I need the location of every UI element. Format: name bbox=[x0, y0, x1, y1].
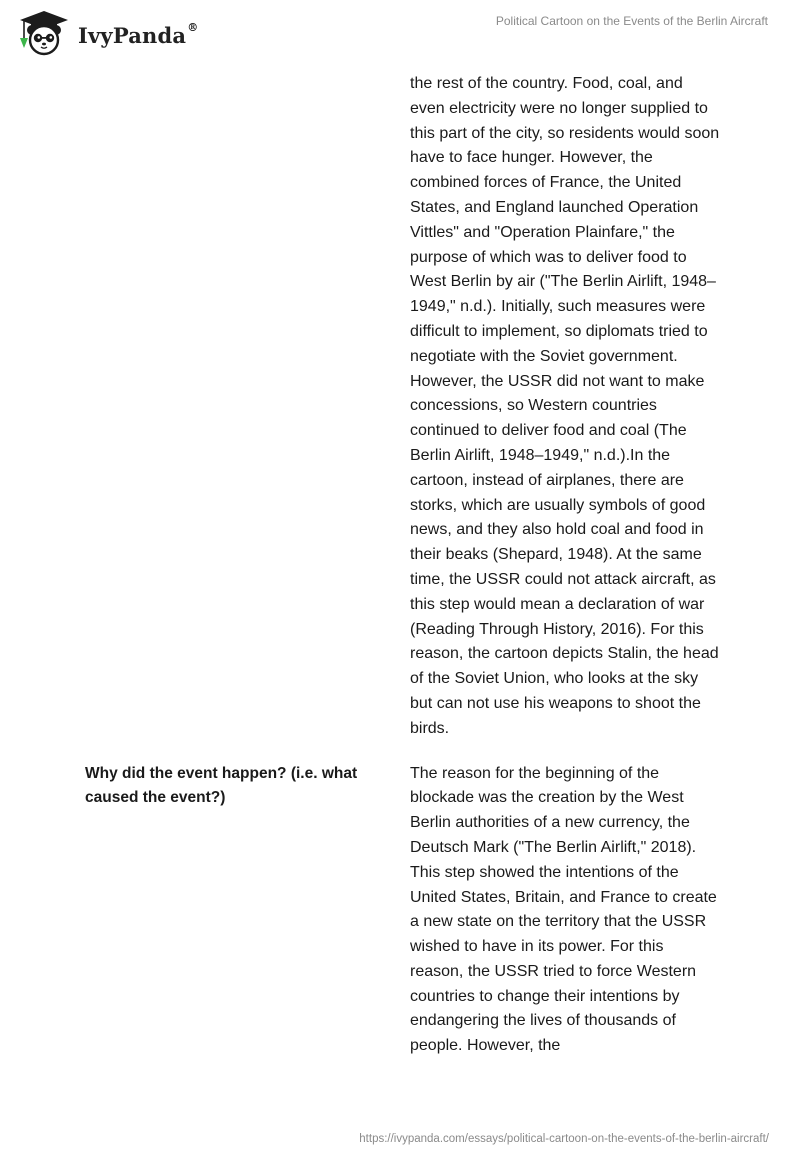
logo-wordmark: IvyPanda® bbox=[78, 20, 199, 48]
document-title: Political Cartoon on the Events of the Berlin Aircraft bbox=[495, 14, 768, 28]
source-url[interactable]: https://ivypanda.com/essays/political-cartoon-on-the-events-of-the-berlin-aircraft/ bbox=[359, 1133, 769, 1145]
essay-table bbox=[0, 72, 800, 1059]
row-text: The reason for the beginning of the blockade was the creation by the West Berlin authorities of a new currency, the Deutsch Mark ("The Berlin Airlift," 2018). This step showed the intentions of the United States, Britain, and France to create a new state on the territory that the USSR wished to have in its power. For this reason, the USSR tried to force Western countries to change their intentions by endangering the lives of thousands of people. However, the bbox=[410, 764, 717, 1055]
table-row bbox=[0, 762, 800, 1060]
ivypanda-logo[interactable] bbox=[14, 8, 214, 56]
row-text: the rest of the country. Food, coal, and even electricity were no longer supplied to this part of the city, so residents would soon have to face hunger. However, the combined forces of France, the United States, and England launched Operation Vittles" and "Operation Plainfare," the purpose of which was to deliver food to West Berlin by air ("The Berlin Airlift, 1948–1949," n.d.). Initially, such measures were difficult to implement, so diplomats tried to negotiate with the Soviet government. However, the USSR did not want to make concessions, so Western countries continued to deliver food and coal (The Berlin Airlift, 1948–1949," n.d.).In the cartoon, instead of airplanes, there are storks, which are usually symbols of good news, and they also hold coal and food in their beaks (Shepard, 1948). At the same time, the USSR could not attack aircraft, as this step would mean a declaration of war (Reading Through History, 2016). For this reason, the cartoon depicts Stalin, the head of the Soviet Union, who looks at the sky but can not use his weapons to shoot the birds. bbox=[410, 75, 720, 737]
table-row bbox=[0, 72, 800, 742]
row-label: Why did the event happen? (i.e. what caused the event?) bbox=[85, 764, 358, 807]
panda-graduate-icon bbox=[14, 8, 76, 56]
page-header bbox=[0, 0, 800, 60]
